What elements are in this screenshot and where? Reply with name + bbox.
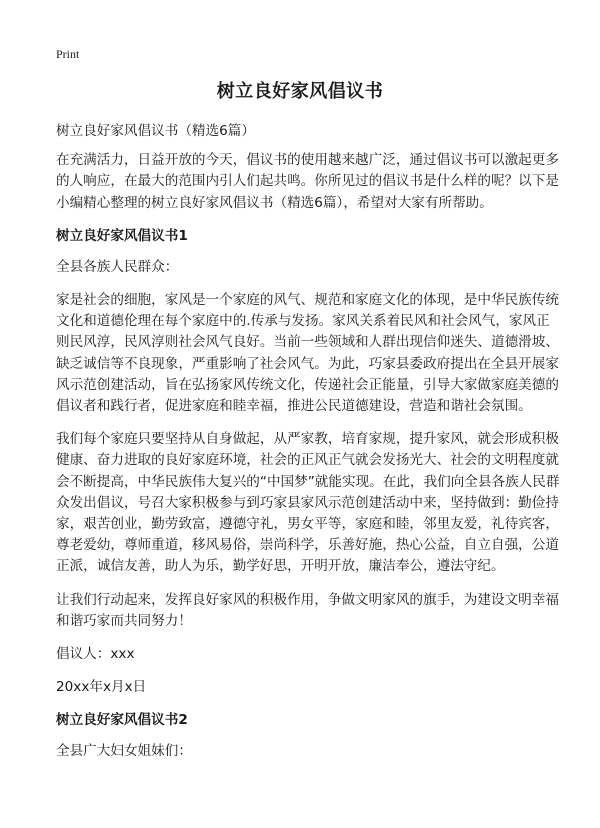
section-1-salutation: 全县各族人民群众：: [56, 258, 179, 275]
section-1-paragraph: 让我们行动起来，发挥良好家风的积极作用，争做文明家风的旗手，为建设文明幸福和谐巧家而共同努力！: [56, 591, 559, 629]
section-1-signer: 倡议人：xxx: [56, 646, 135, 663]
page-title: 树立良好家风倡议书: [216, 81, 384, 102]
section-2-salutation: 全县广大妇女姐妹们：: [56, 743, 192, 760]
intro-paragraph: 在充满活力，日益开放的今天，倡议书的使用越来越广泛，通过倡议书可以激起更多的人响应，在最大的范围内引人们起共鸣。你所见过的倡议书是什么样的呢？以下是小编精心整理的树立良好家风倡议书（精选6篇），希望对大家有所帮助。: [56, 152, 559, 211]
section-1-paragraph: 家是社会的细胞，家风是一个家庭的风气、规范和家庭文化的体现，是中华民族传统文化和道德伦理在每个家庭中的.传承与发扬。家风关系着民风和社会风气，家风正则民风淳，民风淳则社会风气良好。当前一些领域和人群出现信仰迷失、道德滑坡、缺乏诚信等不良现象，严重影响了社会风气。为此，巧家县委政府提出在全县开展家风示范创建活动，旨在弘扬家风传统文化，传递社会正能量，引导大家做家庭美德的倡议者和践行者，促进家庭和睦幸福，推进公民道德建设，营造和谐社会氛围。: [56, 292, 559, 415]
print-link[interactable]: Print: [56, 47, 80, 61]
section-1-heading: 树立良好家风倡议书1: [56, 227, 188, 244]
section-1-paragraph: 我们每个家庭只要坚持从自身做起，从严家教，培育家规，提升家风，就会形成积极健康、奋力进取的良好家庭环境，社会的正风正气就会发扬光大、社会的文明程度就会不断提高，中华民族伟大复兴的“中国梦”就能实现。在此，我们向全县各族人民群众发出倡议，号召大家积极参与到巧家县家风示范创建活动中来，坚持做到：勤俭持家，艰苦创业，勤劳致富，遵德守礼，男女平等，家庭和睦，邻里友爱，礼待宾客，尊老爱幼，尊师重道，移风易俗，崇尚科学，乐善好施，热心公益，自立自强，公道正派，诚信友善，助人为乐，勤学好思，开明开放，廉洁奉公，遵法守纪。: [56, 431, 560, 575]
document-subtitle: 树立良好家风倡议书（精选6篇）: [56, 123, 255, 139]
section-1-date: 20xx年x月x日: [56, 679, 147, 696]
document-body: [56, 121, 560, 775]
section-2-heading: 树立良好家风倡议书2: [56, 712, 188, 729]
